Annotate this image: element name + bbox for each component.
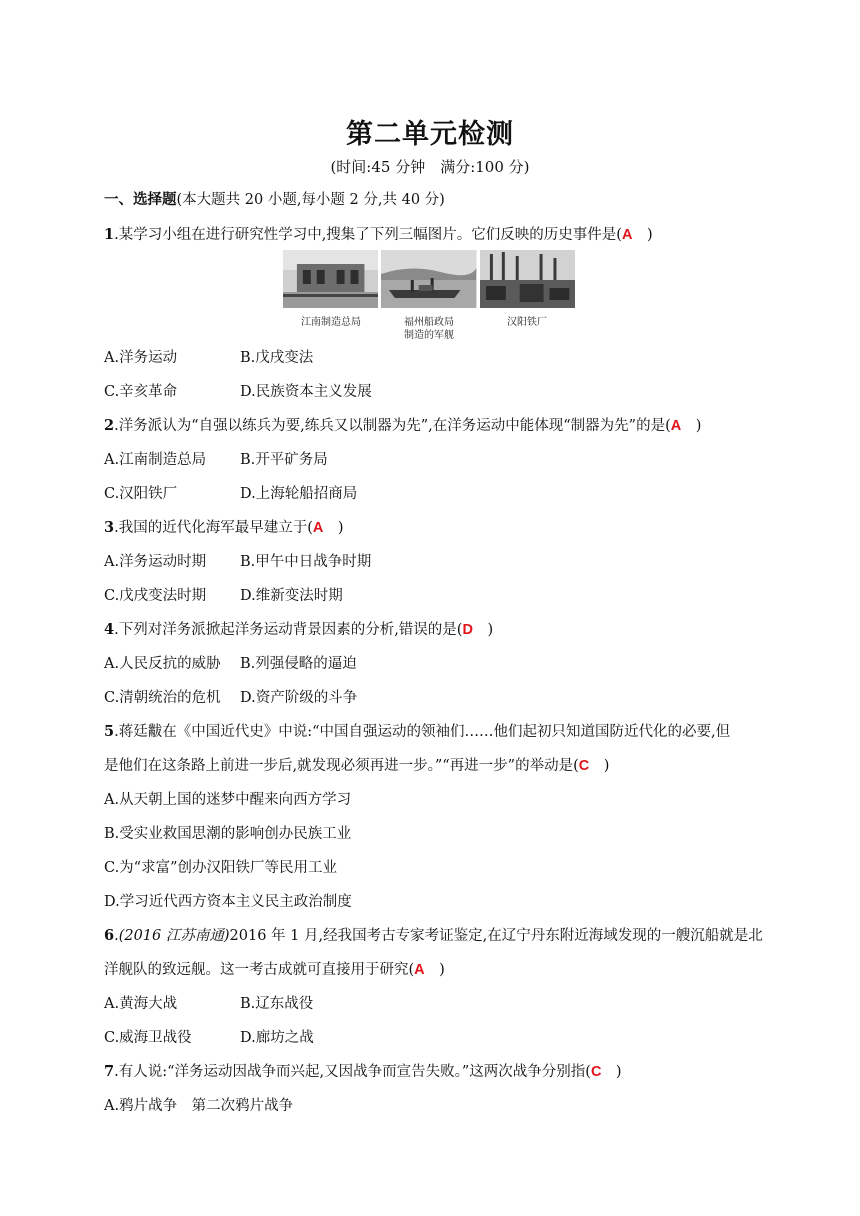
option-b: B.受实业救国思潮的影响创办民族工业 xyxy=(104,826,352,842)
caption-fuzhou-1: 福州船政局 xyxy=(404,317,454,328)
answer-mark: C xyxy=(590,1064,602,1080)
question-number: 1 xyxy=(104,226,115,243)
option-row xyxy=(104,348,314,368)
question-number: 2 xyxy=(104,417,115,434)
historical-photos xyxy=(283,250,575,308)
option-a: A.江南制造总局 xyxy=(104,452,207,468)
option-row xyxy=(104,688,358,708)
page-title: 第二单元检测 xyxy=(346,119,514,150)
question-stem: .洋务派认为“自强以练兵为要,练兵又以制器为先”,在洋务运动中能体现“制器为先”的是( xyxy=(114,418,671,434)
question-close: ) xyxy=(632,227,653,243)
caption-fuzhou-2: 制造的军舰 xyxy=(404,330,454,341)
question-2 xyxy=(104,416,701,436)
question-number: 5 xyxy=(104,723,115,740)
question-stem: .我国的近代化海军最早建立于( xyxy=(114,520,313,536)
section-note: (本大题共 20 小题,每小题 2 分,共 40 分) xyxy=(176,192,445,208)
answer-mark: A xyxy=(670,418,682,434)
question-source: .(2016 江苏南通) xyxy=(114,928,230,944)
option-b: B.戊戌变法 xyxy=(240,350,314,366)
caption-jiangnan: 江南制造总局 xyxy=(301,317,361,328)
option-d: D.维新变法时期 xyxy=(240,588,343,604)
option-a: A.洋务运动 xyxy=(104,350,178,366)
question-3 xyxy=(104,518,344,538)
question-5-cont xyxy=(104,756,609,776)
option-d: D.民族资本主义发展 xyxy=(240,384,372,400)
question-close: ) xyxy=(601,1064,622,1080)
question-close: ) xyxy=(323,520,344,536)
caption-hanyang: 汉阳铁厂 xyxy=(507,317,547,328)
option-row xyxy=(104,484,358,504)
option-a: A.洋务运动时期 xyxy=(104,554,207,570)
option-row xyxy=(104,552,372,572)
option-b: B.列强侵略的逼迫 xyxy=(240,656,357,672)
option-c: C.威海卫战役 xyxy=(104,1030,192,1046)
option-c: C.清朝统治的危机 xyxy=(104,690,221,706)
option-b: B.辽东战役 xyxy=(240,996,314,1012)
option-row xyxy=(104,1028,314,1048)
question-number: 6 xyxy=(104,927,115,944)
question-stem: .某学习小组在进行研究性学习中,搜集了下列三幅图片。它们反映的历史事件是( xyxy=(114,227,622,243)
option-a: A.黄海大战 xyxy=(104,996,178,1012)
question-stem-cont: 是他们在这条路上前进一步后,就发现必须再进一步。”“再进一步”的举动是( xyxy=(104,758,579,774)
option-b: B.甲午中日战争时期 xyxy=(240,554,372,570)
question-stem: .蒋廷黻在《中国近代史》中说:“中国自强运动的领袖们……他们起初只知道国防近代化的必要,但 xyxy=(114,724,731,740)
question-stem: .有人说:“洋务运动因战争而兴起,又因战争而宣告失败。”这两次战争分别指( xyxy=(114,1064,591,1080)
option-row xyxy=(104,382,372,402)
option-d: D.上海轮船招商局 xyxy=(240,486,358,502)
option-row xyxy=(104,586,343,606)
question-close: ) xyxy=(472,622,494,638)
question-number: 4 xyxy=(104,621,115,638)
question-6-cont xyxy=(104,960,445,980)
question-close: ) xyxy=(589,758,610,774)
question-4 xyxy=(104,620,493,640)
option-row xyxy=(104,654,357,674)
question-stem: 2016 年 1 月,经我国考古专家考证鉴定,在辽宁丹东附近海域发现的一艘沉船就是北 xyxy=(229,928,763,944)
option-a: A.人民反抗的威胁 xyxy=(104,656,221,672)
question-close: ) xyxy=(424,962,445,978)
question-6 xyxy=(104,926,763,946)
option-row xyxy=(104,450,328,470)
question-stem: .下列对洋务派掀起洋务运动背景因素的分析,错误的是( xyxy=(114,622,463,638)
answer-mark: C xyxy=(578,758,590,774)
option-d: D.廊坊之战 xyxy=(240,1030,314,1046)
question-number: 3 xyxy=(104,519,115,536)
photo-fuzhou-warship xyxy=(381,250,476,308)
answer-mark: A xyxy=(621,227,633,243)
option-a: A.从天朝上国的迷梦中醒来向西方学习 xyxy=(104,792,352,808)
option-c: C.戊戌变法时期 xyxy=(104,588,207,604)
question-7 xyxy=(104,1062,622,1082)
answer-mark: D xyxy=(462,622,473,638)
option-d: D.资产阶级的斗争 xyxy=(240,690,358,706)
exam-time-info: (时间:45 分钟 满分:100 分) xyxy=(330,158,530,176)
question-number: 7 xyxy=(104,1063,115,1080)
question-stem-cont: 洋舰队的致远舰。这一考古成就可直接用于研究( xyxy=(104,962,415,978)
option-b: B.开平矿务局 xyxy=(240,452,328,468)
question-close: ) xyxy=(681,418,702,434)
option-row xyxy=(104,994,314,1014)
photo-hanyang-ironworks xyxy=(480,250,575,308)
section-label: 一、选择题 xyxy=(104,192,177,208)
option-c: C.为“求富”创办汉阳铁厂等民用工业 xyxy=(104,860,338,876)
answer-mark: A xyxy=(414,962,425,978)
answer-mark: A xyxy=(312,520,324,536)
option-c: C.汉阳铁厂 xyxy=(104,486,178,502)
section-header xyxy=(104,190,445,210)
photo-jiangnan-arsenal xyxy=(283,250,378,308)
option-c: C.辛亥革命 xyxy=(104,384,178,400)
question-5 xyxy=(104,722,730,742)
option-a: A.鸦片战争 第二次鸦片战争 xyxy=(104,1098,294,1114)
question-1 xyxy=(104,225,653,245)
option-d: D.学习近代西方资本主义民主政治制度 xyxy=(104,894,352,910)
